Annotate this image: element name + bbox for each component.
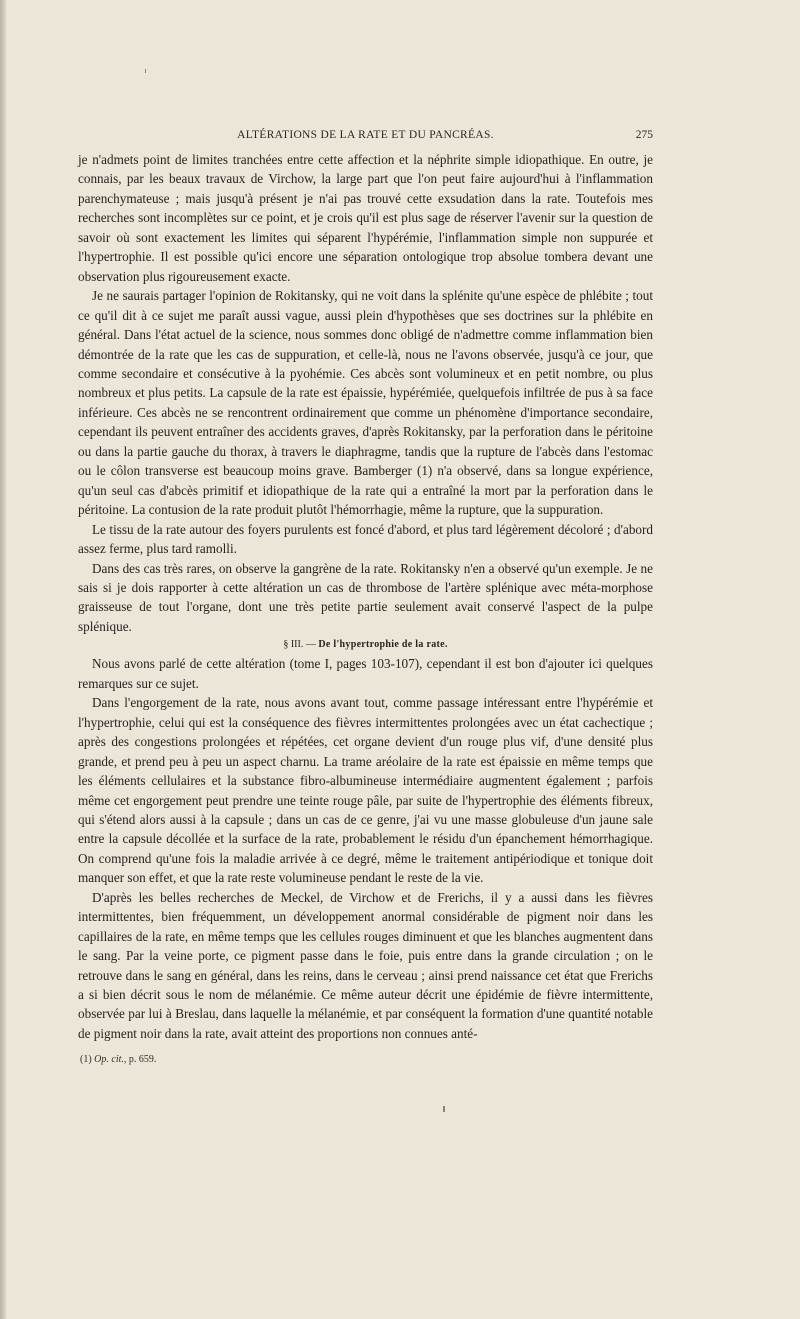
footnote-ref: Op. cit., [94,1054,127,1065]
paper-speck [145,69,146,73]
section-heading [78,636,653,654]
paragraph-2: Je ne saurais partager l'opinion de Rokitansky, qui ne voit dans la splénite qu'une espèce de phlébite ; tout ce qu'il dit à ce sujet me paraît aussi vague, aussi plein d'hypothèses que ses doctrines sur la phlébite en général. Dans l'état actuel de la science, nous sommes donc obligé de n'admettre comme inflammation bien démontrée de la rate que les cas de suppuration, et celle-là, nous ne l'avons observée, jusqu'à ce jour, que comme secondaire et consécutive à la pyohémie. Ces abcès sont volumineux et en petit nombre, ou plus nombreux et plus petits. La capsule de la rate est épaissie, hypérémiée, quelquefois infiltrée de pus à sa face inférieure. Ces abcès ne se rencontrent ordinairement que comme un phénomène d'importance secondaire, cependant ils peuvent entraîner des accidents graves, d'après Rokitansky, par la perforation dans le péritoine ou dans la partie gauche du thorax, à travers le diaphragme, tandis que la rupture de l'abcès dans l'estomac ou le côlon transverse est beaucoup moins grave. Bamberger (1) n'a observé, dans sa longue expérience, qu'un seul cas d'abcès primitif et idiopathique de la rate qui a entraîné la mort par la perforation dans le péritoine. La contusion de la rate produit plutôt l'hémorrhagie, même la rupture, que la suppuration. [78,288,653,518]
section-number: § III. — [283,639,316,651]
paragraph-3: Le tissu de la rate autour des foyers purulents est foncé d'abord, et plus tard légèrement décoloré ; d'abord assez ferme, plus tard ramolli. [78,521,653,557]
paragraph-4: Dans des cas très rares, on observe la gangrène de la rate. Rokitansky n'en a observé qu'un exemple. Je ne sais si je dois rapporter à cette altération un cas de thrombose de l'artère splénique avec méta-morphose graisseuse de tout l'organe, dont une très petite partie seulement avait conservé l'aspect de la pulpe splénique. [78,560,653,634]
footnote-marker: (1) [80,1054,92,1065]
page-number: 275 [635,129,653,141]
running-header [78,129,653,149]
footnote [80,1054,156,1065]
paragraph-1: je n'admets point de limites tranchées entre cette affection et la néphrite simple idiopathique. En outre, je connais, par les beaux travaux de Virchow, la large part que l'on peut faire aujourd'hui à l'inflammation parenchymateuse ; mais jusqu'à présent je n'ai pas trouvé cette exsudation dans la rate. Toutefois mes recherches sont incomplètes sur ce point, et je crois qu'il est plus sage de réserver l'avenir sur la question de savoir où sont exactement les limites qui séparent l'hypérémie, l'inflammation simple non suppurée et l'hypertrophie. Il est possible qu'ici encore une séparation ontologique trop absolue tombera devant une observation plus rigoureusement exacte. [78,152,653,284]
section-title: De l'hypertrophie de la rate. [318,639,448,651]
footnote-page: p. 659. [128,1054,157,1065]
body-text [78,150,653,1043]
paragraph-6: Dans l'engorgement de la rate, nous avons avant tout, comme passage intéressant entre l'hypérémie et l'hypertrophie, celui qui est la conséquence des fièvres intermittentes prolongées avec un état cachectique ; après des congestions prolongées et répétées, cet organe devient d'un rouge plus vif, d'une densité plus grande, et prend peu à peu un aspect charnu. La trame aréolaire de la rate est épaissie en même temps que les éléments cellulaires et la substance fibro-albumineuse intermédiaire augmentent également ; parfois même cet engorgement peut prendre une teinte rouge pâle, par suite de l'hypertrophie des éléments fibreux, qui s'étend alors aussi à la capsule ; dans un cas de ce genre, j'ai vu une masse globuleuse d'un jaune sale entre la capsule décollée et la surface de la rate, probablement le résidu d'un épanchement hémorrhagique. On comprend qu'une fois la maladie arrivée à ce degré, même le traitement antipériodique et tonique doit manquer son effet, et que la rate reste volumineuse pendant le reste de la vie. [78,695,653,886]
paragraph-7: D'après les belles recherches de Meckel, de Virchow et de Frerichs, il y a aussi dans les fièvres intermittentes, bien fréquemment, un développement anormal considérable de pigment noir dans les capillaires de la rate, en même temps que les cellules rouges diminuent et que les blanches augmentent dans le sang. Par la veine porte, ce pigment passe dans le foie, puis entre dans la grande circulation ; on le retrouve dans le sang en général, dans les reins, dans le cerveau ; ainsi prend naissance cet état que Frerichs a si bien décrit sous le nom de mélanémie. Ce même auteur décrit une épidémie de fièvre intermittente, observée par lui à Breslau, dans laquelle la mélanémie, et par conséquent la formation d'une quantité notable de pigment noir dans la rate, avait atteint des proportions non connues anté- [78,889,653,1041]
paper-speck [443,1106,445,1112]
running-title: ALTÉRATIONS DE LA RATE ET DU PANCRÉAS. [237,129,494,141]
paragraph-5: Nous avons parlé de cette altération (tome I, pages 103-107), cependant il est bon d'ajouter ici quelques remarques sur ce sujet. [78,656,653,691]
page-spine-shadow [0,0,6,1319]
